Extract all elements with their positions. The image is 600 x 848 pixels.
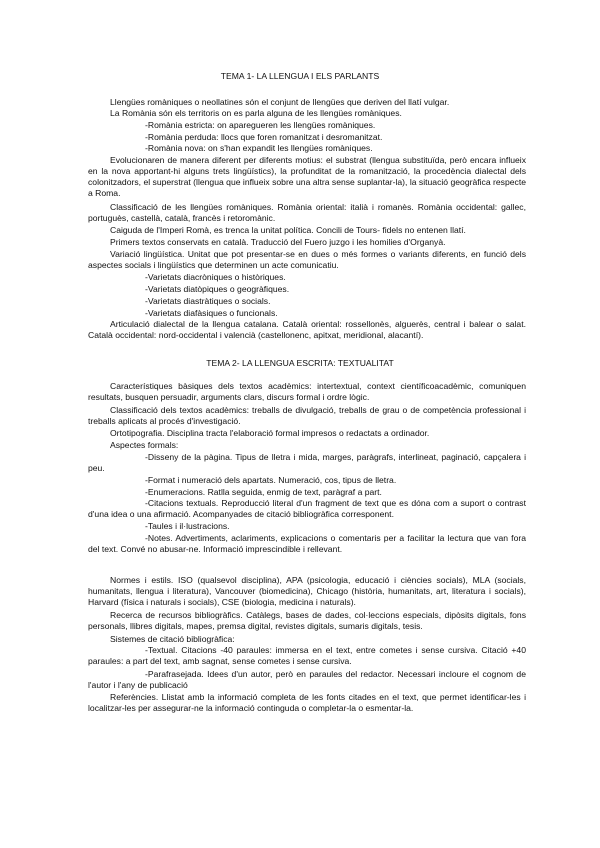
tema1-title: TEMA 1- LA LLENGUA I ELS PARLANTS [220, 71, 380, 81]
tema2-paragraph: Referències. Llistat amb la informació completa de les fonts citades en el text, que permet identificar-les i localitzar-les per assegurar-ne la informació continguda o completar-la o esmentar-la. [88, 692, 526, 714]
tema2-aspect: -Notes. Advertiments, aclariments, explicacions o comentaris per a facilitar la lectura que van fora del text. Convé no abusar-ne. Informació imprescindible i rellevant. [88, 533, 526, 555]
tema2-paragraph: Normes i estils. ISO (qualsevol disciplina), APA (psicologia, educació i ciències socials), MLA (socials, humanitats, llengua i literatura), Vancouver (biomedicina), Chicago (història, humanitats, art, literatura i socials), Harvard (física i naturals i socials), CSE (biologia, medicina i naturals). [88, 575, 526, 608]
tema1-paragraph: Classificació de les llengües romàniques. Romània oriental: italià i romanès. Romània occidental: gallec, portuguès, castellà, català, francès i retoromànic. [88, 202, 526, 224]
tema1-paragraph: Articulació dialectal de la llengua catalana. Català oriental: rossellonès, alguerès, central i balear o salat. Català occidental: nord-occidental i valencià (castellonenc, apitxat, meridional, alacantí). [88, 319, 526, 341]
tema2-paragraph: Recerca de recursos bibliogràfics. Catàlegs, bases de dades, col·leccions especials, dipòsits digitals, fons personals, llibres digitals, mapes, premsa digital, revistes digitals, sumaris digitals, tesis. [88, 610, 526, 632]
tema1-paragraph: Caiguda de l'Imperi Romà, es trenca la unitat política. Concili de Tours- fidels no entenen llatí. [110, 225, 466, 235]
tema1-paragraph: Llengües romàniques o neollatines són el conjunt de llengües que deriven del llatí vulgar. [110, 97, 450, 107]
tema1-bullet: -Romània estricta: on aparegueren les llengües romàniques. [145, 120, 376, 130]
tema2-paragraph: Característiques bàsiques dels textos acadèmics: intertextual, context científicoacadèmic, comuniquen resultats, busquen persuadir, arguments clars, discurs formal i ordre lògic. [88, 381, 526, 403]
tema2-aspect: -Enumeracions. Ratlla seguida, enmig de text, paràgraf a part. [145, 487, 382, 497]
tema2-aspect: -Format i numeració dels apartats. Numeració, cos, tipus de lletra. [145, 475, 397, 485]
tema2-paragraph: Ortotipografia. Disciplina tracta l'elaboració formal impresos o redactats a ordinador. [110, 428, 430, 438]
tema1-variety: -Varietats diacròniques o històriques. [145, 272, 286, 282]
tema1-bullet: -Romània perduda: llocs que foren romanitzat i desromanitzat. [145, 132, 383, 142]
tema2-paragraph: Aspectes formals: [110, 440, 179, 450]
tema2-aspect: -Disseny de la pàgina. Tipus de lletra i mida, marges, paràgrafs, interlineat, paginació, capçalera i peu. [88, 452, 526, 474]
tema2-title: TEMA 2- LA LLENGUA ESCRITA: TEXTUALITAT [206, 358, 394, 368]
tema2-paragraph: Sistemes de citació bibliogràfica: [110, 634, 235, 644]
tema1-paragraph: Primers textos conservats en català. Traducció del Fuero juzgo i les homilies d'Organyà. [110, 237, 446, 247]
tema2-citation: -Parafrasejada. Idees d'un autor, però en paraules del redactor. Necessari incloure el cognom de l'autor i l'any de publicació [88, 669, 526, 691]
tema1-variety: -Varietats diatòpiques o geogràfiques. [145, 284, 290, 294]
tema1-variety: -Varietats diastràtiques o socials. [145, 296, 271, 306]
tema1-paragraph: Variació lingüística. Unitat que pot presentar-se en dues o més formes o variants diferents, en funció dels aspectes socials i lingüístics que determinen un acte comunicatiu. [88, 249, 526, 271]
tema2-paragraph: Classificació dels textos acadèmics: treballs de divulgació, treballs de grau o de competència professional i treballs aplicats al procés d'investigació. [88, 405, 526, 427]
tema2-citation: -Textual. Citacions -40 paraules: immersa en el text, entre cometes i sense cursiva. Citació +40 paraules: a part del text, amb sagnat, sense cometes i sense cursiva. [88, 645, 526, 667]
tema1-bullet: -Romània nova: on s'han expandit les llengües romàniques. [145, 143, 373, 153]
tema2-aspect: -Taules i il·lustracions. [145, 521, 230, 531]
tema1-paragraph: La Romània són els territoris on es parla alguna de les llengües romàniques. [110, 108, 402, 118]
tema1-variety: -Varietats diafàsiques o funcionals. [145, 308, 278, 318]
tema2-aspect: -Citacions textuals. Reproducció literal d'un fragment de text que es dóna com a suport o contrast d'una idea o una afirmació. Acompanyades de citació bibliogràfica corresponent. [88, 498, 526, 520]
tema1-paragraph: Evolucionaren de manera diferent per diferents motius: el substrat (llengua substituïda, però encara influeix en la nova apportant-hi alguns trets lingüístics), la profunditat de la romanització, la procedència dialectal dels colonitzadors, el superstrat (llengua que influeix sobre una altra sense suplantar-la), la situació geogràfica respecte a Roma. [88, 155, 526, 199]
